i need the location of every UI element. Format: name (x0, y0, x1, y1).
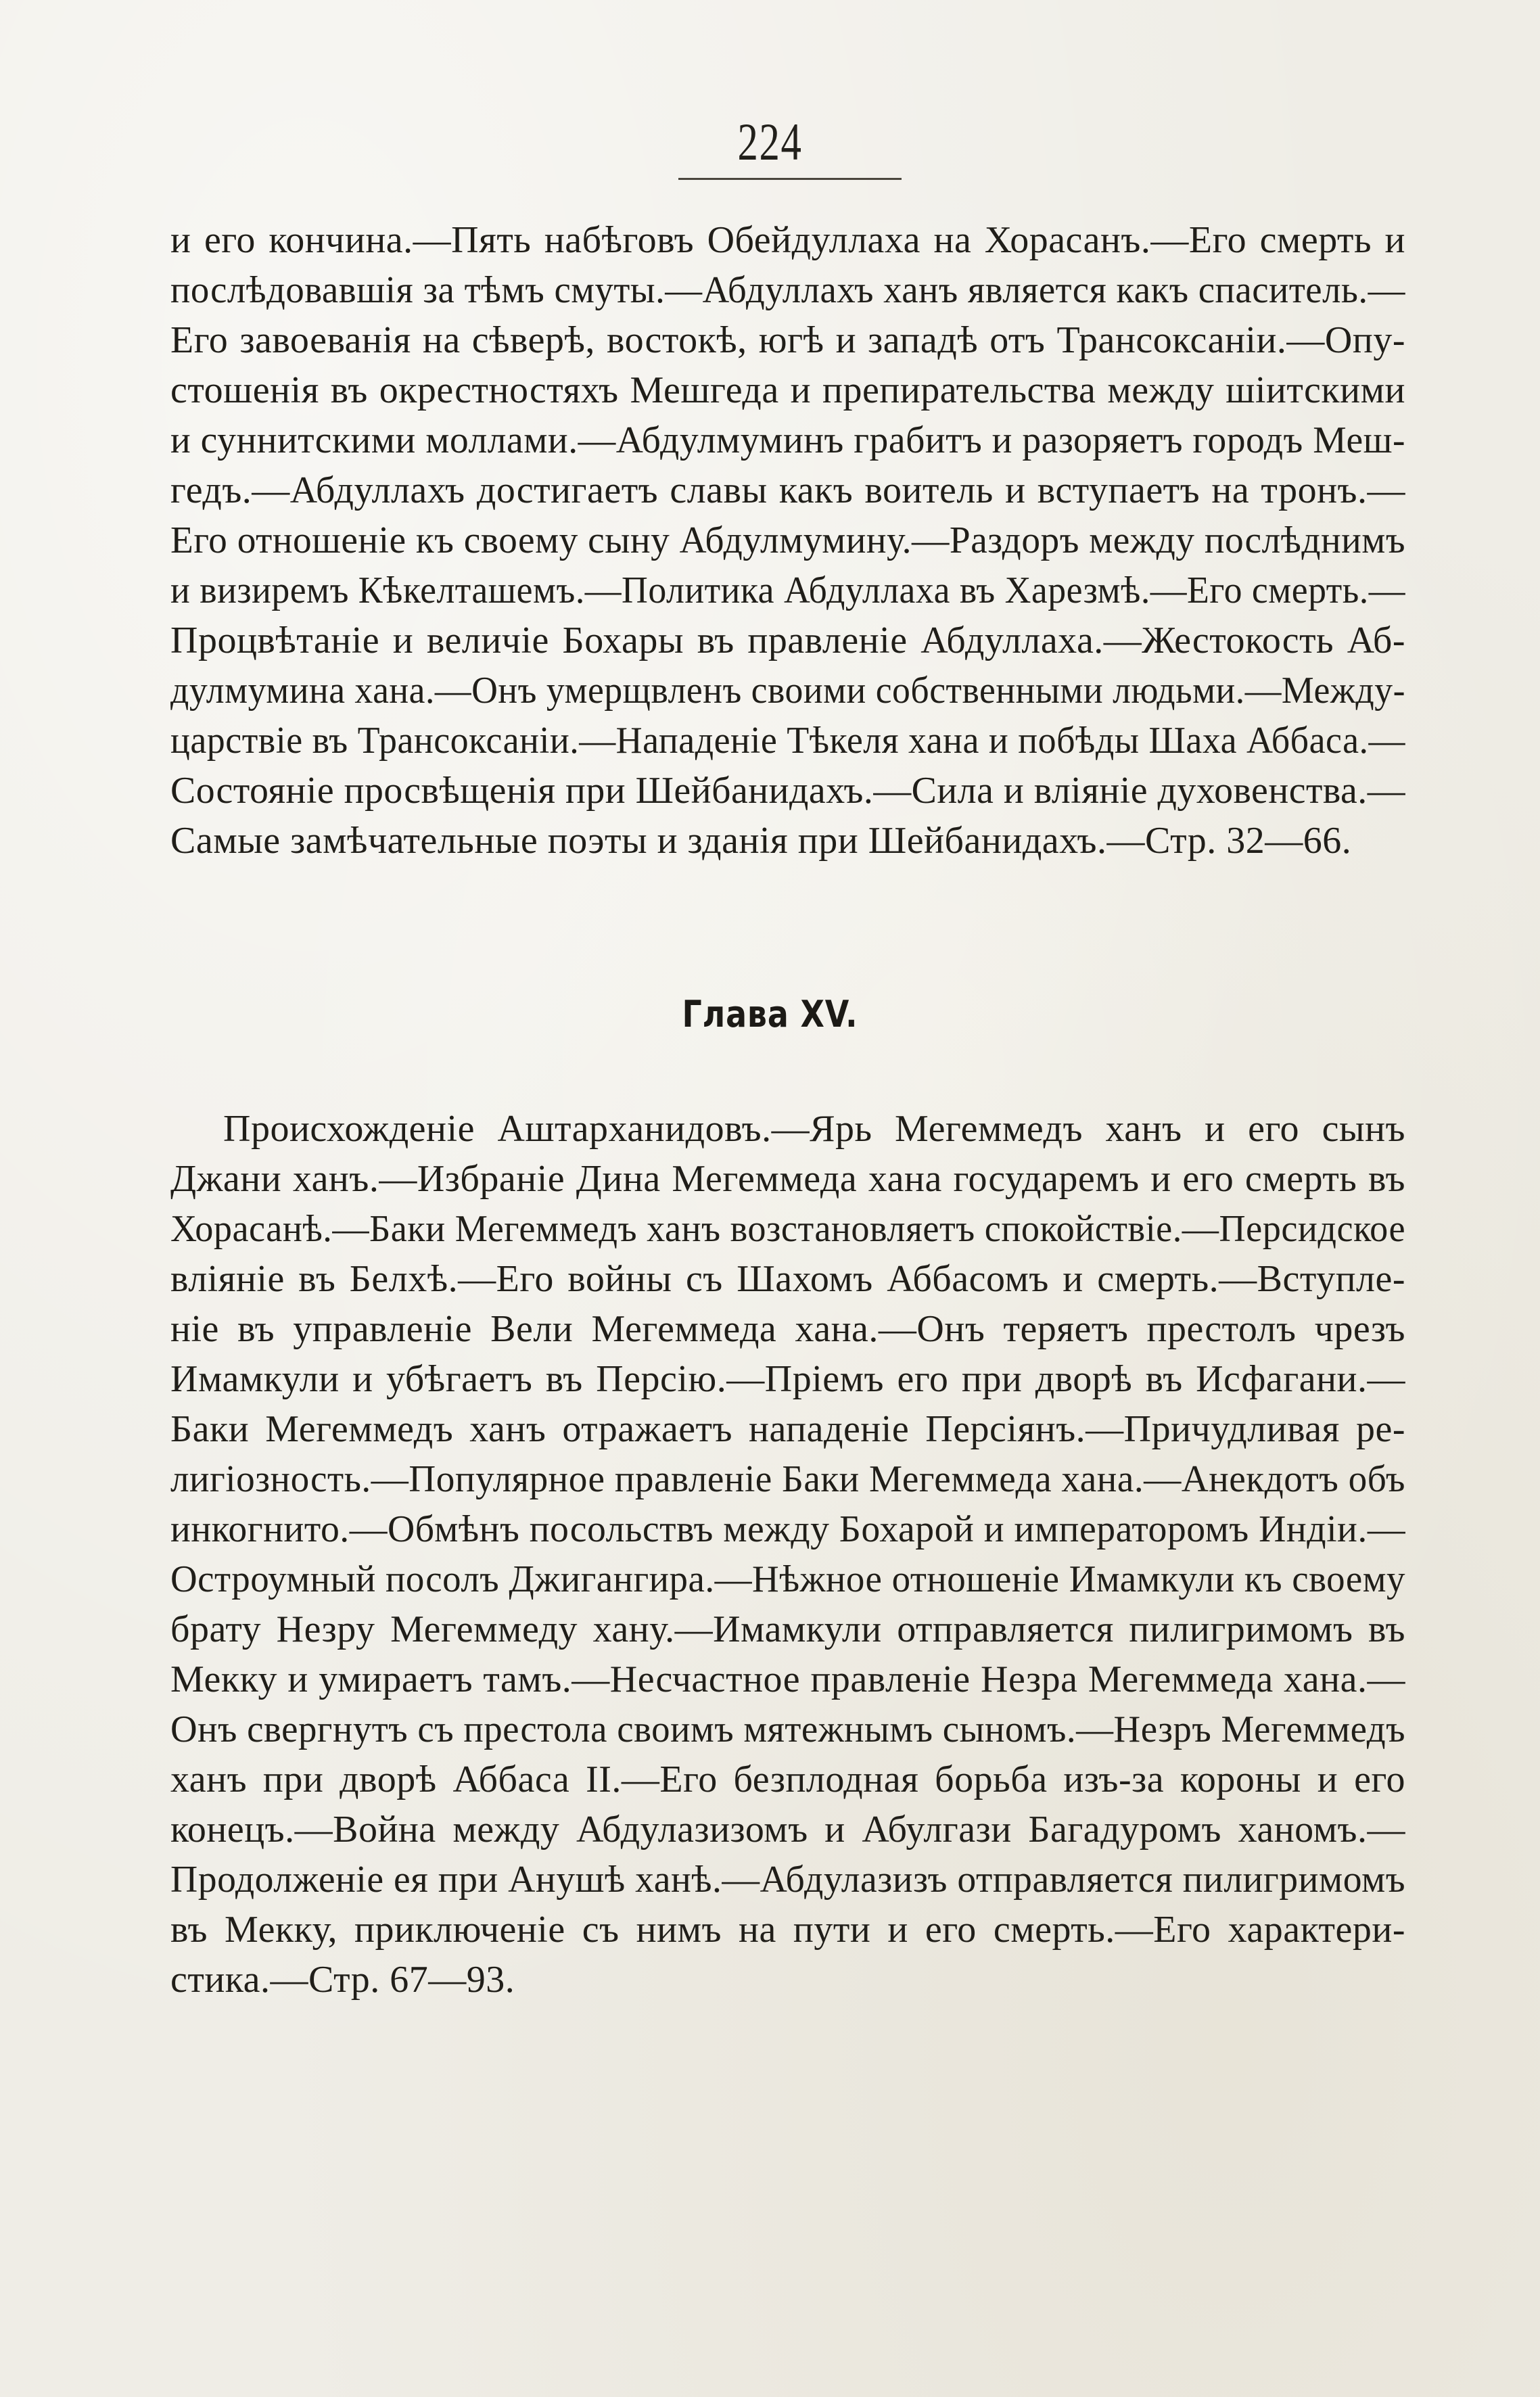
text-line: вліяніе въ Белхѣ.—Его войны съ Шахомъ Аббасомъ и смерть.—Вступле- (170, 1258, 1405, 1300)
text-line: Состояніе просвѣщенія при Шейбанидахъ.—Сила и вліяніе духовенства.— (170, 770, 1406, 812)
text-line: стошенія въ окрестностяхъ Мешгеда и препирательства между шіитскими (170, 369, 1405, 411)
text-line: Баки Мегеммедъ ханъ отражаетъ нападеніе Персіянъ.—Причудливая ре- (170, 1408, 1405, 1450)
text-line: Имамкули и убѣгаетъ въ Персію.—Пріемъ его при дворѣ въ Исфагани.— (170, 1358, 1405, 1400)
text-line: брату Незру Мегеммеду хану.—Имамкули отправляется пилигримомъ въ (170, 1608, 1405, 1650)
text-line: конецъ.—Война между Абдулазизомъ и Абулгази Багадуромъ ханомъ.— (170, 1809, 1405, 1851)
text-line: Его завоеванія на сѣверѣ, востокѣ, югѣ и западѣ отъ Трансоксаніи.—Опу- (170, 319, 1405, 361)
text-line: гедъ.—Абдуллахъ достигаетъ славы какъ воитель и вступаетъ на тронъ.— (170, 469, 1405, 511)
text-line: ніе въ управленіе Вели Мегеммеда хана.—Онъ теряетъ престолъ чрезъ (170, 1308, 1405, 1350)
page-number: 224 (737, 112, 803, 171)
text-line: Происхожденіе Аштарханидовъ.—Ярь Мегеммедъ ханъ и его сынъ (223, 1108, 1405, 1150)
text-line: послѣдовавшія за тѣмъ смуты.—Абдуллахъ ханъ является какъ спаситель.— (170, 269, 1405, 311)
text-line: Остроумный посолъ Джигангира.—Нѣжное отношеніе Имамкули къ своему (170, 1558, 1405, 1600)
chapter-summary-previous (170, 215, 1405, 866)
text-line: Онъ свергнутъ съ престола своимъ мятежнымъ сыномъ.—Незръ Мегеммедъ (170, 1708, 1406, 1750)
text-line: ханъ при дворѣ Аббаса II.—Его безплодная борьба изъ-за короны и его (170, 1759, 1405, 1800)
text-line: царствіе въ Трансоксаніи.—Нападеніе Тѣкеля хана и побѣды Шаха Аббаса.— (170, 720, 1405, 762)
text-line: инкогнито.—Обмѣнъ посольствъ между Бохарой и императоромъ Индіи.— (170, 1508, 1406, 1550)
text-line: Самые замѣчательные поэты и зданія при Шейбанидахъ.—Стр. 32—66. (170, 820, 1352, 862)
text-line: въ Мекку, приключеніе съ нимъ на пути и его смерть.—Его характери- (170, 1909, 1405, 1951)
text-line: стика.—Стр. 67—93. (170, 1959, 515, 2001)
text-line: лигіозность.—Популярное правленіе Баки Мегеммеда хана.—Анекдотъ объ (170, 1458, 1405, 1500)
text-line: и его кончина.—Пять набѣговъ Обейдуллаха на Хорасанъ.—Его смерть и (170, 219, 1405, 261)
page-number-rule (678, 178, 902, 180)
text-line: Хорасанѣ.—Баки Мегеммедъ ханъ возстановляетъ спокойствіе.—Персидское (170, 1208, 1406, 1250)
text-line: Его отношеніе къ своему сыну Абдулмумину.—Раздоръ между послѣднимъ (170, 519, 1405, 561)
text-line: Продолженіе ея при Анушѣ ханѣ.—Абдулазизъ отправляется пилигримомъ (170, 1859, 1406, 1901)
chapter-heading: Глава XV. (682, 993, 858, 1035)
text-line: и суннитскими моллами.—Абдулмуминъ грабитъ и разоряетъ городъ Меш- (170, 419, 1406, 461)
text-line: Процвѣтаніе и величіе Бохары въ правленіе Абдуллаха.—Жестокость Аб- (170, 620, 1405, 661)
text-line: Мекку и умираетъ тамъ.—Несчастное правленіе Незра Мегеммеда хана.— (170, 1658, 1405, 1700)
text-line: и визиремъ Кѣкелташемъ.—Политика Абдуллаха въ Харезмѣ.—Его смерть.— (170, 569, 1405, 611)
chapter-summary-xv (170, 1104, 1405, 2005)
text-line: дулмумина хана.—Онъ умерщвленъ своими собственными людьми.—Междy- (170, 670, 1405, 712)
text-line: Джани ханъ.—Избраніе Дина Мегеммеда хана государемъ и его смерть въ (170, 1158, 1405, 1200)
